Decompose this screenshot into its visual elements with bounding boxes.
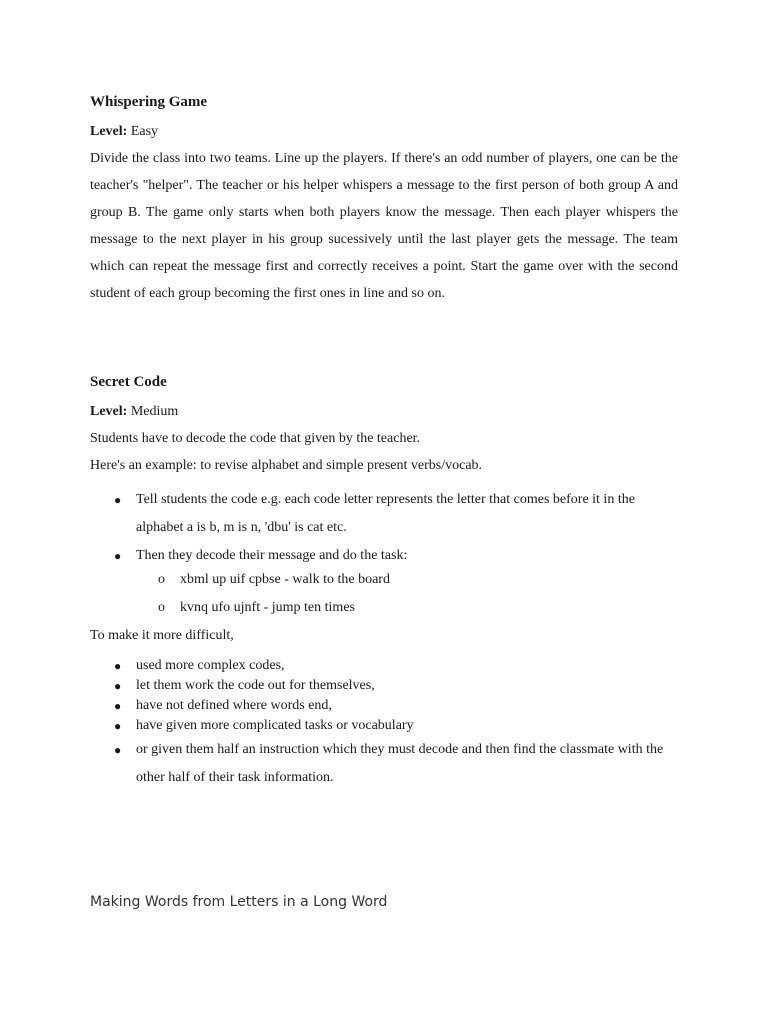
circle-bullet-icon: o (158, 572, 165, 587)
list-item-text: let them work the code out for themselves, (136, 678, 375, 693)
list-item-text: Then they decode their message and do the task: (136, 548, 408, 563)
list-item (90, 696, 690, 716)
bullet-icon: ● (114, 549, 122, 563)
circle-bullet-icon: o (158, 600, 165, 615)
bullet-icon: ● (114, 659, 122, 673)
list-item-text: have given more complicated tasks or vocabulary (136, 718, 414, 733)
list-item (90, 594, 390, 622)
list-item-text: kvnq ufo ujnft - jump ten times (180, 600, 355, 615)
list-item (90, 676, 690, 696)
section-title-secret-code: Secret Code (90, 374, 167, 390)
level-label: Level: (90, 404, 128, 419)
bullet-icon: ● (114, 719, 122, 733)
bullet-icon: ● (114, 493, 122, 507)
list-item (90, 566, 390, 594)
code-examples-list (90, 566, 390, 622)
list-item-text: xbml up uif cpbse - walk to the board (180, 572, 390, 587)
section-title-whispering-game: Whispering Game (90, 94, 208, 110)
list-item (90, 486, 684, 542)
whispering-game-description: Divide the class into two teams. Line up the players. If there's an odd number of players, one can be the teacher's "helper". The teacher or his helper whispers a message to the first person of both group A and group B. The game only starts when both players know the message. Then each player whispers the message to the next player in his group sucessively until the last player gets the message. The team which can repeat the message first and correctly receives a point. Start the game over with the second student of each group becoming the first ones in line and so on. (90, 151, 678, 301)
list-item-text: used more complex codes, (136, 658, 285, 673)
bullet-icon: ● (114, 699, 122, 713)
level-value: Easy (130, 124, 159, 139)
list-item (90, 716, 690, 736)
list-item-text: have not defined where words end, (136, 698, 332, 713)
list-item-text: Tell students the code e.g. each code letter represents the letter that comes before it in the alphabet a is b, m is n, 'dbu' is cat etc. (136, 492, 635, 535)
list-item (90, 656, 690, 676)
level-line (90, 124, 158, 140)
bullet-icon: ● (114, 679, 122, 693)
code-instructions-list (90, 486, 690, 570)
section-title-making-words: Making Words from Letters in a Long Word (90, 894, 388, 910)
level-line (90, 404, 178, 420)
secret-code-intro: Students have to decode the code that given by the teacher. (90, 431, 421, 446)
bullet-icon: ● (114, 743, 122, 757)
secret-code-example: Here's an example: to revise alphabet and simple present verbs/vocab. (90, 458, 483, 473)
level-label: Level: (90, 124, 128, 139)
level-value: Medium (130, 404, 179, 419)
list-item-text: or given them half an instruction which they must decode and then find the classmate with the other half of their task information. (136, 742, 664, 785)
harder-variants-list (90, 656, 690, 792)
list-item (90, 736, 676, 792)
harder-variants-label: To make it more difficult, (90, 628, 234, 643)
